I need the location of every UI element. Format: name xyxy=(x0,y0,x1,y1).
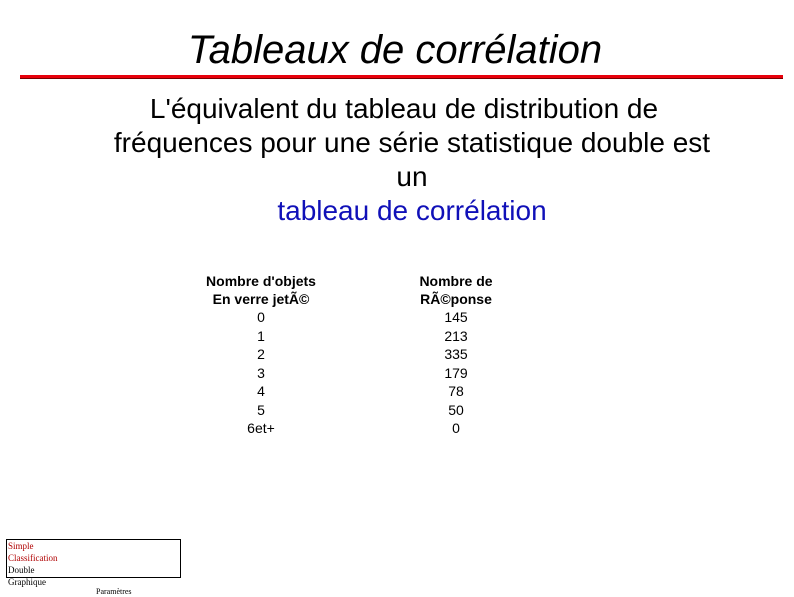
table-cell: 5 xyxy=(257,401,265,418)
nav-link-double[interactable]: Double xyxy=(8,565,35,575)
table-cell: 179 xyxy=(444,364,468,381)
table-cell: 6et+ xyxy=(247,420,275,436)
title-underline xyxy=(20,75,783,79)
column-header-reponse-line1: Nombre de xyxy=(419,273,493,289)
page-title xyxy=(0,26,794,74)
column-header-reponse-line2: RÃ©ponse xyxy=(420,291,492,307)
table-cell: 1 xyxy=(257,327,265,344)
table-cell: 0 xyxy=(452,420,460,436)
column-header-objets-line1: Nombre d'objets xyxy=(206,273,316,289)
column-cells-objets xyxy=(196,308,326,438)
column-header-objets-line2: En verre jetÃ© xyxy=(212,291,310,307)
table-cell: 145 xyxy=(444,309,468,325)
nav-link-graphique[interactable]: Graphique xyxy=(8,577,46,587)
body-line-3: un xyxy=(396,161,428,192)
table-cell: 335 xyxy=(444,346,468,362)
table-cell: 78 xyxy=(448,383,464,399)
table-cell: 4 xyxy=(257,383,265,399)
navigation-box xyxy=(6,539,181,587)
table-cell: 2 xyxy=(257,346,265,362)
body-line-2: fréquences pour une série statistique double est xyxy=(113,127,711,158)
table-cell: 213 xyxy=(444,327,468,344)
column-cells-reponse xyxy=(400,308,512,438)
nav-link-simple[interactable]: Simple xyxy=(8,541,34,551)
table-cell: 50 xyxy=(448,401,464,418)
body-line-1: L'équivalent du tableau de distribution de xyxy=(149,93,659,124)
body-highlight: tableau de corrélation xyxy=(277,195,547,226)
table-column-objets xyxy=(196,272,326,438)
parameters-link[interactable]: Paramètres xyxy=(96,587,132,596)
page-title-text: Tableaux de corrélation xyxy=(187,28,603,72)
table-cell: 3 xyxy=(257,364,265,381)
body-paragraph xyxy=(30,92,794,228)
nav-link-classification[interactable]: Classification xyxy=(8,553,58,563)
table-column-reponse xyxy=(400,272,512,438)
table-cell: 0 xyxy=(257,309,265,325)
